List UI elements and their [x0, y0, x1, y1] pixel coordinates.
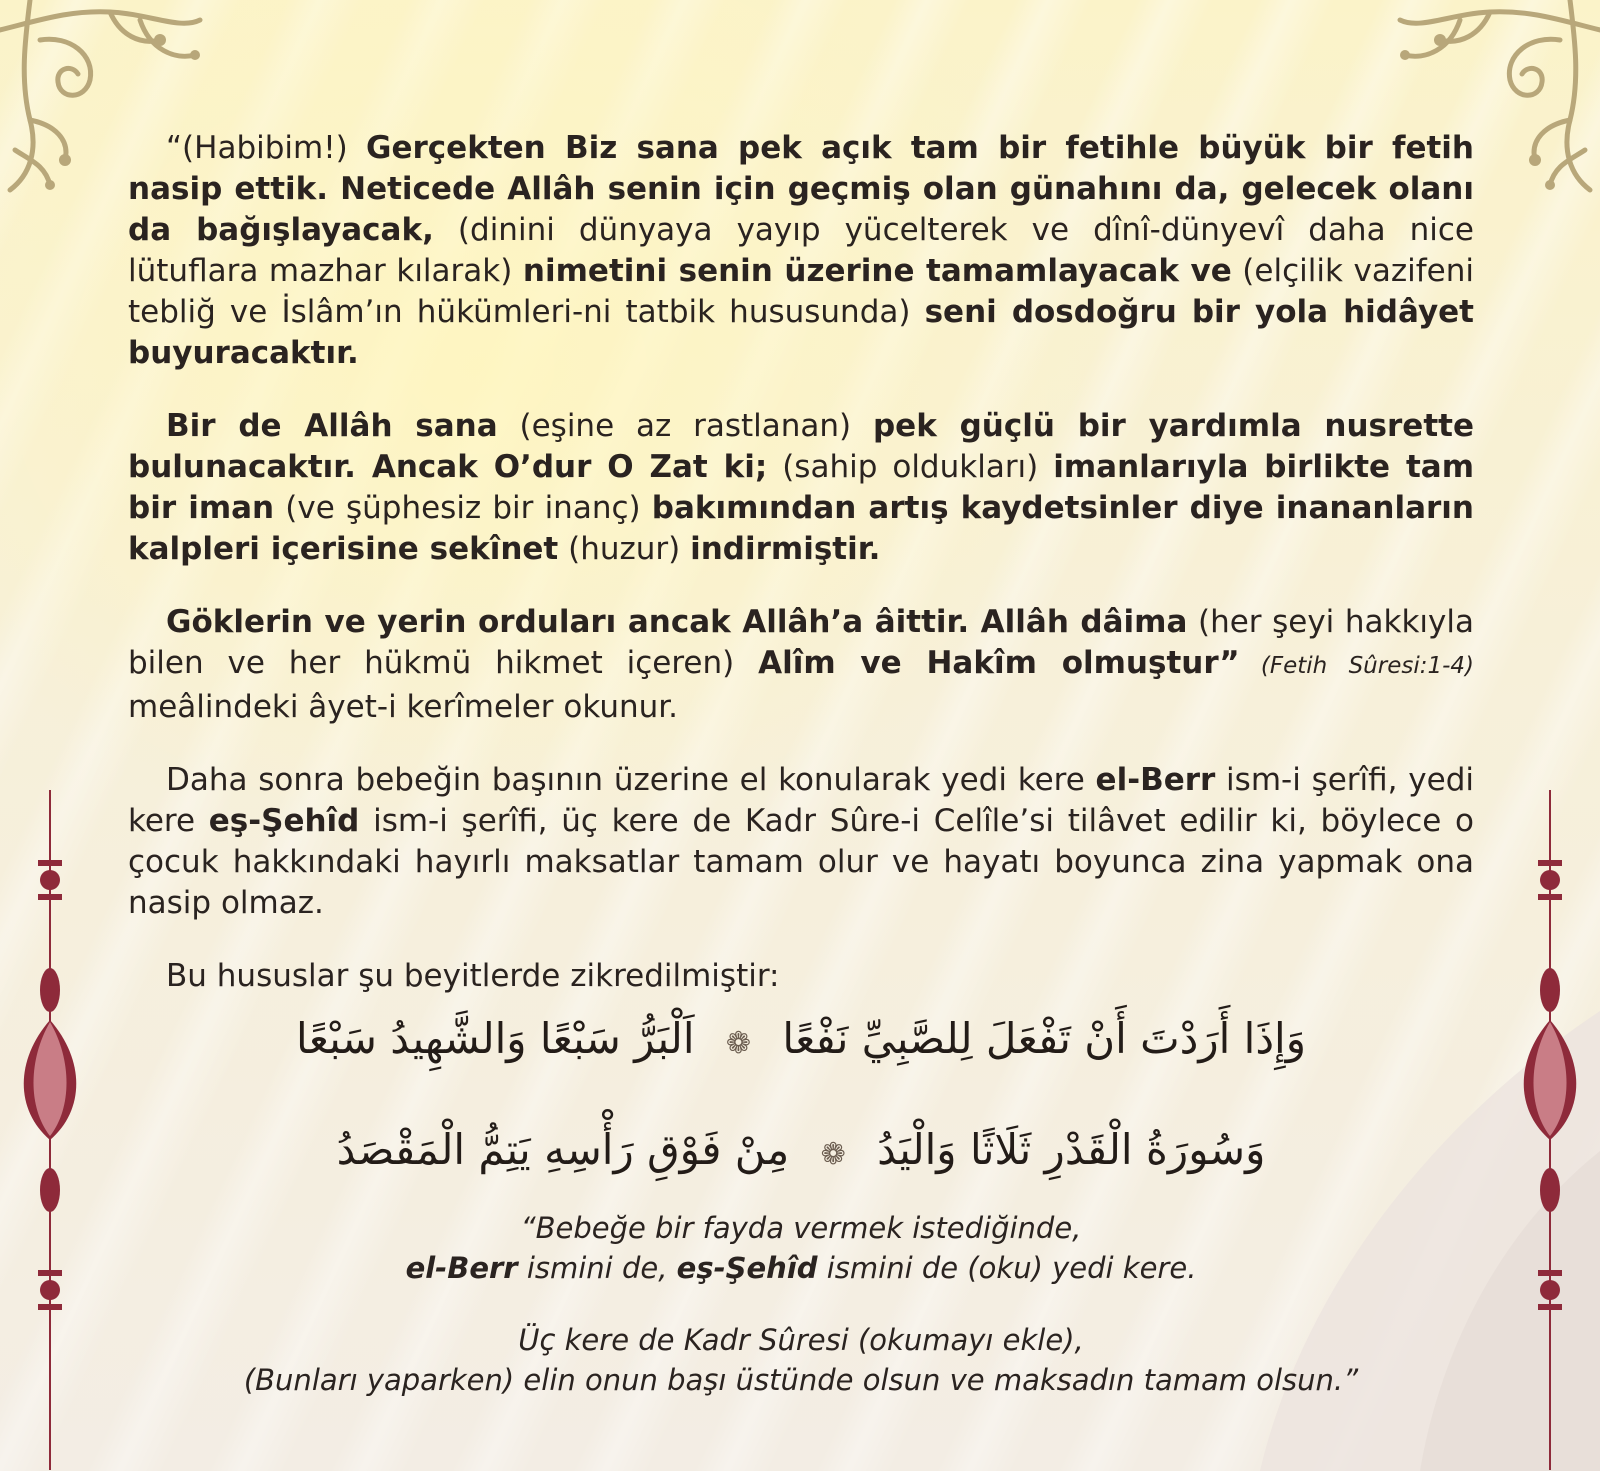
body-text [128, 128, 1474, 1029]
translation-line [128, 1208, 1474, 1248]
text-run: meâlindeki âyet-i kerîmeler okunur. [128, 689, 679, 725]
emphasized-text: bakımından artış kaydetsinler diye inananların kalpleri içerisine sekînet [128, 490, 1474, 567]
text-run: Üç kere de Kadr Sûresi (okumayı ekle), [518, 1323, 1084, 1357]
text-run: ism-i şerîfi, üç kere de Kadr Sûre-i Celîle’si tilâvet edilir ki, böylece o çocuk hakkındaki hayırlı maksatlar tamam olur ve hayatı boyunca zina yapmak ona nasip olmaz. [128, 803, 1474, 921]
text-run: “Bebeğe bir fayda vermek istediğinde, [520, 1211, 1082, 1245]
text-run: (dinini dünyaya yayıp yücelterek ve dînî-dünyevî daha nice lütuflara mazhar kılarak) [128, 212, 1474, 289]
emphasized-text: eş-Şehîd [676, 1251, 818, 1285]
text-run: ismini de (oku) yedi kere. [817, 1251, 1197, 1285]
text-run: “(Habibim!) [166, 130, 367, 166]
couplet-translation [128, 1208, 1474, 1432]
text-run: (Bunları yaparken) elin onun başı üstünde olsun ve maksadın tamam olsun.” [243, 1363, 1359, 1397]
hemistich: وَسُورَةُ الْقَدْرِ ثَلَاثًا وَالْيَدُ [877, 1125, 1266, 1174]
hemistich: اَلْبَرُّ سَبْعًا وَالشَّهِيدُ سَبْعًا [296, 1014, 695, 1063]
border-ornament-left [0, 790, 80, 1470]
emphasized-text: indirmiştir. [690, 531, 881, 567]
arabic-verse-line-1 [128, 1010, 1474, 1073]
arabic-verse-line-2 [128, 1121, 1474, 1184]
text-run: (her şeyi hakkıyla bilen ve her hükmü hikmet içeren) [128, 604, 1474, 681]
emphasized-text: Bir de Allâh sana [166, 408, 498, 444]
text-run: (elçilik vazifeni tebliğ ve İslâm’ın hükümleri-ni tatbik hususunda) [128, 253, 1474, 330]
paragraph [128, 956, 1474, 997]
border-ornament-right [1520, 790, 1600, 1470]
paragraph [128, 128, 1474, 374]
translation-line [128, 1320, 1474, 1360]
paragraph [128, 406, 1474, 570]
paragraph [128, 602, 1474, 728]
emphasized-text: Gerçekten Biz sana pek açık tam bir fetihle büyük bir fetih nasip ettik. Neticede Allâh senin için geçmiş olan günahını da, gelecek olanı da bağışlayacak, [128, 130, 1474, 248]
verse-separator-icon: ❁ [820, 1137, 846, 1172]
emphasized-text: el-Berr [1095, 762, 1216, 798]
verse-separator-icon: ❁ [725, 1026, 752, 1061]
source-reference: (Fetih Sûresi:1-4) [1239, 653, 1475, 679]
emphasized-text: Göklerin ve yerin orduları ancak Allâh’a âittir. Allâh dâima [166, 604, 1188, 640]
translation-stanza [128, 1208, 1474, 1288]
translation-line [128, 1360, 1474, 1400]
emphasized-text: imanlarıyla birlikte tam bir iman [128, 449, 1474, 526]
emphasized-text: seni dosdoğru bir yola hidâyet buyuracaktır. [128, 294, 1474, 371]
text-run: (eşine az rastlanan) [497, 408, 873, 444]
text-run: ism-i şerîfi, yedi kere [128, 762, 1474, 839]
text-run: (sahip oldukları) [767, 449, 1054, 485]
emphasized-text: pek güçlü bir yardımla nusrette bulunacaktır. Ancak O’dur O Zat ki; [128, 408, 1474, 485]
text-run: (huzur) [558, 531, 691, 567]
emphasized-text: eş-Şehîd [208, 803, 360, 839]
text-run: Bu hususlar şu beyitlerde zikredilmiştir: [166, 958, 780, 994]
translation-line [128, 1248, 1474, 1288]
translation-stanza [128, 1320, 1474, 1400]
arabic-couplet [128, 1010, 1474, 1232]
hemistich: وَإِذَا أَرَدْتَ أَنْ تَفْعَلَ لِلصَّبِيِّ نَفْعًا [782, 1014, 1306, 1063]
text-run: ismini de, [517, 1251, 677, 1285]
emphasized-text: Alîm ve Hakîm olmuştur” [758, 645, 1240, 681]
hemistich: مِنْ فَوْقِ رَأْسِهِ يَتِمُّ الْمَقْصَدُ [336, 1125, 790, 1174]
text-run: (ve şüphesiz bir inanç) [274, 490, 652, 526]
emphasized-text: nimetini senin üzerine tamamlayacak ve [522, 253, 1232, 289]
paragraph [128, 760, 1474, 924]
text-run: Daha sonra bebeğin başının üzerine el konularak yedi kere [166, 762, 1096, 798]
emphasized-text: el-Berr [405, 1251, 518, 1285]
